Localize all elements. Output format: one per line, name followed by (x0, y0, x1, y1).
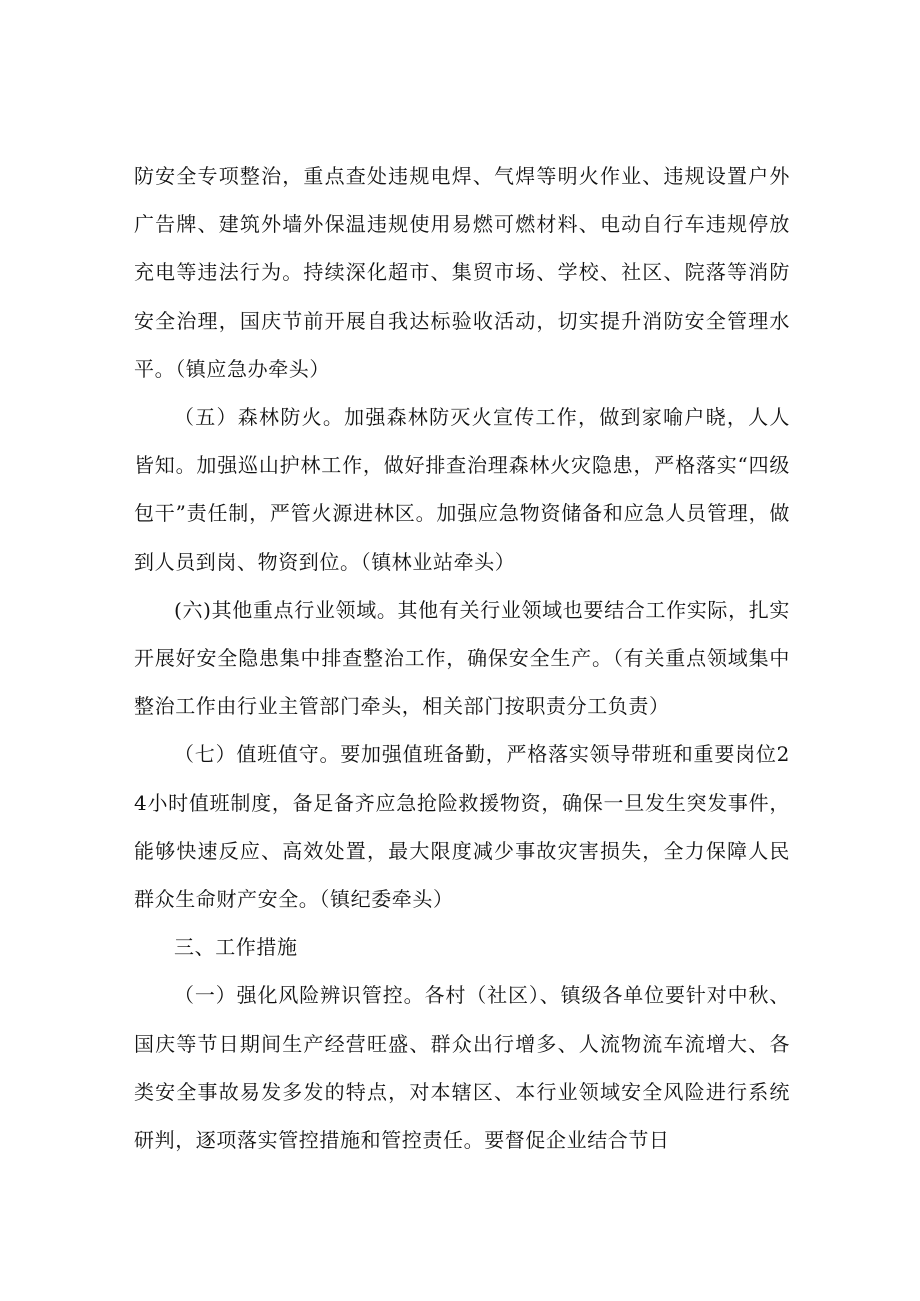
paragraph-fire-safety-continued: 防安全专项整治，重点查处违规电焊、气焊等明火作业、违规设置户外广告牌、建筑外墙外保温违规使用易燃可燃材料、电动自行车违规停放充电等违法行为。持续深化超市、集贸市场、学校、社区、院落等消防安全治理，国庆节前开展自我达标验收活动，切实提升消防安全管理水平。（镇应急办牵头） (134, 164, 790, 381)
paragraph-risk-control: （一）强化风险辨识管控。各村（社区）、镇级各单位要针对中秋、国庆等节日期间生产经营旺盛、群众出行增多、人流物流车流增大、各类安全事故易发多发的特点，对本辖区、本行业领域安全风险进行系统研判，逐项落实管控措施和管控责任。要督促企业结合节日 (134, 983, 790, 1153)
document-body (134, 152, 790, 1164)
section-heading-work-measures: 三、工作措施 (174, 935, 298, 960)
paragraph-other-key-industries: (六)其他重点行业领域。其他有关行业领域也要结合工作实际，扎实开展好安全隐患集中排查整治工作，确保安全生产。（有关重点领域集中整治工作由行业主管部门牵头，相关部门按职责分工负责） (134, 597, 790, 719)
paragraph-forest-fire-prevention: （五）森林防火。加强森林防灭火宣传工作，做到家喻户晓，人人皆知。加强巡山护林工作，做好排查治理森林火灾隐患，严格落实“四级包干”责任制，严管火源进林区。加强应急物资储备和应急人员管理，做到人员到岗、物资到位。（镇林业站牵头） (134, 405, 790, 574)
paragraph-duty-on-watch: （七）值班值守。要加强值班备勤，严格落实领导带班和重要岗位24小时值班制度，备足备齐应急抢险救援物资，确保一旦发生突发事件，能够快速反应、高效处置，最大限度减少事故灾害损失，全力保障人民群众生命财产安全。（镇纪委牵头） (134, 742, 790, 912)
